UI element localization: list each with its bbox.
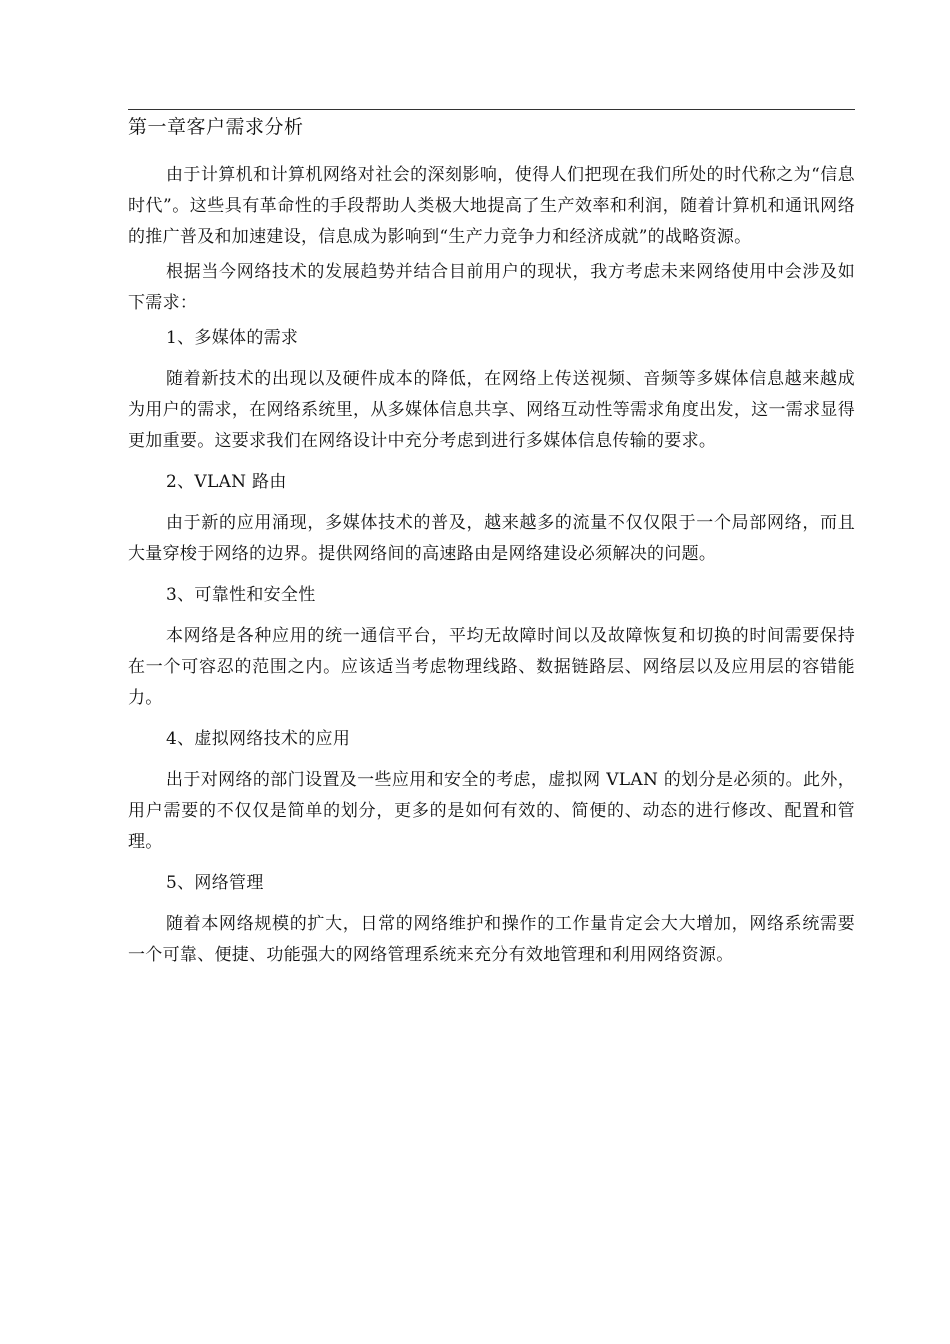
section-body-multimedia: 随着新技术的出现以及硬件成本的降低，在网络上传送视频、音频等多媒体信息越来越成为用户的需求，在网络系统里，从多媒体信息共享、网络互动性等需求角度出发，这一需求显得更加重要。这要求我们在网络设计中充分考虑到进行多媒体信息传输的要求。: [128, 369, 855, 451]
section-body-network-management: 随着本网络规模的扩大，日常的网络维护和操作的工作量肯定会大大增加，网络系统需要一个可靠、便捷、功能强大的网络管理系统来充分有效地管理和利用网络资源。: [128, 914, 855, 965]
section-heading-network-management: 5、网络管理: [166, 873, 264, 893]
section-body-reliability: 本网络是各种应用的统一通信平台，平均无故障时间以及故障恢复和切换的时间需要保持在一个可容忍的范围之内。应该适当考虑物理线路、数据链路层、网络层以及应用层的容错能力。: [128, 626, 855, 708]
section-body-vlan-routing: 由于新的应用涌现，多媒体技术的普及，越来越多的流量不仅仅限于一个局部网络，而且大量穿梭于网络的边界。提供网络间的高速路由是网络建设必须解决的问题。: [128, 513, 855, 564]
document-body: [128, 160, 855, 971]
section-heading-multimedia: 1、多媒体的需求: [166, 328, 299, 348]
section-heading-virtual-network: 4、虚拟网络技术的应用: [166, 729, 351, 749]
header-rule: [128, 109, 855, 110]
overview-paragraph: 根据当今网络技术的发展趋势并结合目前用户的现状，我方考虑未来网络使用中会涉及如下需求：: [128, 262, 855, 313]
section-heading-reliability: 3、可靠性和安全性: [166, 585, 316, 605]
section-body-virtual-network: 出于对网络的部门设置及一些应用和安全的考虑，虚拟网 VLAN 的划分是必须的。此外，用户需要的不仅仅是简单的划分，更多的是如何有效的、简便的、动态的进行修改、配置和管理。: [128, 770, 855, 852]
chapter-title: 第一章客户需求分析: [128, 116, 304, 138]
section-heading-vlan-routing: 2、VLAN 路由: [166, 472, 287, 492]
intro-paragraph: 由于计算机和计算机网络对社会的深刻影响，使得人们把现在我们所处的时代称之为“信息时代”。这些具有革命性的手段帮助人类极大地提高了生产效率和利润，随着计算机和通讯网络的推广普及和加速建设，信息成为影响到“生产力竞争力和经济成就”的战略资源。: [128, 165, 855, 247]
